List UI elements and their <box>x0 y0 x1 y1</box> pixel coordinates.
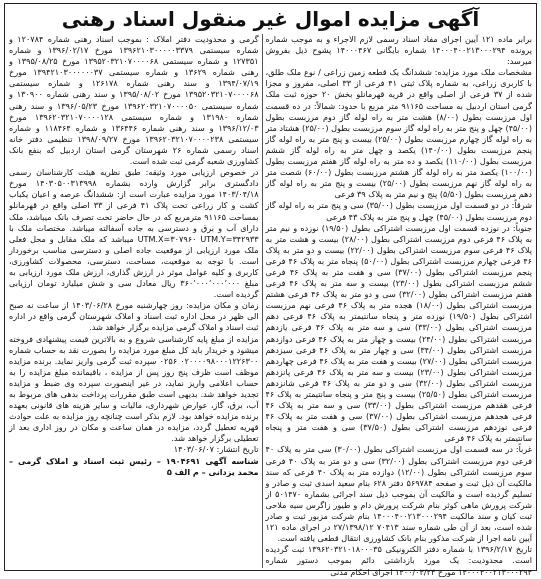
paragraph-mortgage-records: گرمی و محدودیت دفتر املاک : بموجب اسناد رهنی شماره ۱۲۰۷۸۴ و شماره سیستمی ۱۳۹۶۲۱۰۳۰۰۰۰۰۳۳۷۹ مورخ ۱۳۹۶/۰۲/۱۷ و شماره ۱۲۷۳۵۱ و شماره سیستمی ۱۳۹۵۲۰۳۲۱۰۷۰۰۰۰۶۸ مورخ ۱۳۹۵/۰۸/۲۵ و رهنی شماره ۱۳۶۲۹ و شماره سیستمی ۱۳۹۴۲۱۰۳۰۰۰۰۰۰۳۷ مورخ ۱۳۹۴/۰۷/۱۹ و سند رهنی شماره ۱۲۶۱۷۸ و شماره سیستمی ۱۳۹۵۲۰۳۲۱۰۷۰۰۰۰۶۸ مورخ ۱۳۹۵/۰۸/۰۲ و سند رهنی شماره ۱۳۰۹۰۰ و شماره سیستمی ۱۳۹۶۲۰۳۲۱۰۷۰۰۰۰۵۰ مورخ ۱۳۹۶/۰۵/۲۳ و سند رهنی شماره ۱۳۱۹۸۰ و شماره سیستمی ۱۳۹۶۲۰۳۲۱۰۷۰۰۰۰۱۲۸ مورخ ۱۳۹۶/۱۲/۰۳ و سند رهنی شماره ۱۳۶۴۴۶ و شماره ۱۱۸۴۶۴ و شماره سیستمی ۱۳۹۶۲۰۳۲۱۰۷۰۰۰۰۲۳۸ مورخ ۱۳۹۸/۰۹/۲۷ تنظیمی دفتر خانه اسناد رسمی شماره ۲۶ شهرستان گرمی استان اردبیل که بنفع بانک کشاورزی شعبه گرمی ثبت شده است. <box>9 34 259 167</box>
paragraph-east-boundary: شرقاً: در دو قسمت اول مرزبست بطول (۳۵/۰۰) سی و پنج متر به راه لوله گاز دوم مرزبست بطول (۴۵/۰۰) چهل و پنج متر به پلاک ۴۳ فرعی <box>265 200 532 222</box>
publication-date: تاریخ انتشار: ۱۴۰۳/۰۶/۰۷ <box>173 444 259 455</box>
notice-title: آگهی مزایده اموال غیر منقول اسناد رهنی <box>61 7 480 31</box>
paragraph-south-boundary: جنوباً: در نوزده قسمت اول مرزبست اشتراکی بطول (۱۹/۵۰) نوزده و نیم متر به پلاک ۴۶ فرعی دوم مرزبست اشتراکی بطول (۲۸/۰۰) بیست و هشت متر به پلاک ۴۶ فرعی سوم مرزبست اشتراکی بطول (۲۲/۰۰) بیست و دو متر به پلاک ۴۶ فرعی چهارم مرزبست اشتراکی بطول (۵۰/۰۰) پنجاه متر به پلاک ۴۶ فرعی پنجم مرزبست اشتراکی بطول (۳۷/۰۰) سی و هفت متر به پلاک ۴۶ فرعی ششم مرزبست اشتراکی بطول (۲۳/۰۰) بیست و سه متر به پلاک ۴۶ فرعی هفتم مرزبست اشتراکی بطول (۳۲/۰۰) سی و دو متر به پلاک ۴۶ فرعی هشتم مرزبست اشتراکی بطول (۱۸/۰۰) هجده متر به پلاک ۴۶ فرعی نهم مرزبست اشتراکی بطول (۱۹/۵۰) نوزده متر و پنجاه سانتیمتر به پلاک ۴۶ فرعی دهم مرزبست اشتراکی بطول (۳۳/۰۰) سی و سه متر به پلاک ۴۶ فرعی یازدهم مرزبست اشتراکی بطول (۲۴/۰۰) بیست و چهار متر به پلاک ۴۶ فرعی دوازدهم مرزبست اشتراکی بطول (۳۴/۰۰) سی و چهار متر به پلاک ۴۶ فرعی سیزدهم مرزبست اشتراکی بطول (۲۷/۰۰) بیست و هفت متر به پلاک ۴۶ فرعی چهاردهم مرزبست اشتراکی بطول (۲۳/۰۰) بیست و سه متر به پلاک ۴۶ فرعی پانزدهم مرزبست اشتراکی بطول (۳۲/۰۰) سی و دو متر به پلاک ۴۶ فرعی شانزدهم مرزبست اشتراکی بطول (۲۵/۵۰) بیست و پنج متر و پنجاه سانتیمتر به پلاک ۴۶ فرعی هفدهم مرزبست اشتراکی بطول (۳۳/۰۰) سی و سه متر به پلاک ۴۶ فرعی هجدهم مرزبست اشتراکی بطول (۳۷/۰۰) سی و هفت متر به پلاک ۴۶ فرعی نوزدهم مرزبست اشتراکی بطول (۳۷/۵۰) سی و هفت متر و پنجاه سانتیمتر به پلاک ۴۶ فرعی <box>265 222 533 444</box>
paragraph-property-description: مشخصات ملک مورد مزایده: ششدانگ یک قطعه زمین زراعی / نوع ملک طلق، با کاربری زراعی، به شماره پلاک ثبتی ۴۱ فرعی از ۳۳ اصلی، مفروز و مجزا شده از ۳۷ فرعی از اصلی واقع در قریه قهرمانلو بخش ۲۰ حوزه ثبت ملک گرمی استان اردبیل به مساحت ۹۱۱۶۵ متر مربع با حدود: شمالاً: در ده قسمت اول مرزبست بطول (۸/۰۰) هشت متر به راه لوله گاز دوم مرزبست بطول (۴۵/۰۰) چهل و پنج متر به راه لوله گاز سوم مرزبست بطول (۲۵/۰۰) هشتاد متر به راه لوله گاز چهارم مرزبست بطول (۲۵/۰۰) بیست و پنج متر به راه لوله گاز پنجم مرزبست بطول (۱۴۰/۰۰) یکصد و چهل متر به راه لوله گاز ششم مرزبست بطول (۱۱۰/۰۰) یکصد و ده متر به راه لوله گاز هفتم مرزبست بطول (۱۰۰/۰۰) یکصد متر به راه لوله گاز هشتم مرزبست بطول (۶۰/۰۰) شصت متر به راه لوله گاز نهم مرزبست بطول (۲۵/۰۰) بیست و پنج متر به راه لوله گاز دهم مرزبست بطول (۵/۵۰) پنج و نیم متر به پلاک ۳۹ فرعی <box>265 67 533 200</box>
paragraph-registration: تاریخ ۱۳۹۶/۲/۱۷ با شماره دفتر الکترونیکی ۱۳۹۶۲۰۳۲۱۰۱۸۰۰۰۳۵ ثبت گردیده است. محدودیت: یک مورد بازداشتی دائم بموجب دستور شماره ۱۴۰۰۰۴۰۰۲۱۳۰۰۰۲۹۴ مورخ ۱۴۰۰/۰۳/۲۳ اجرای احکام مدنی <box>265 544 532 577</box>
paragraph-auction-time: زمان و مکان مزایده: روز چهارشنبه مورخ ۱۴۰۳/۰۶/۲۸ از ساعت نه صبح الی ظهر در محل اداره ثبت اسناد و املاک شهرستان گرمی واقع در اداره ثبت اسناد و املاک گرمی مزایده برگزار خواهد شد. <box>9 300 259 333</box>
notice-footer: شناسه آگهی ۱۹۰۴۶۹۱ – رئیس ثبت اسناد و املاک گرمی – محمد یزدانی – م الف ۵ <box>9 455 259 477</box>
notice-body <box>5 34 536 577</box>
paragraph-valuation: در خصوص ارزیابی مورد وثیقه: طبق نظریه هیئت کارشناسان رسمی دادگستری برابر گزارش وارده بشماره ۱۴۰۳۰۵۰۰۳۱۳۹۹۸ مورخ ۱۴۰۳/۰۴/۱۸ مورد مزایده عبارت است از: ششدانگ عرصه و اعیان یکباب کشت و کار زراعی تحت پلاک ۴۱ فرعی از ۳۳ اصلی واقع در قهرمانلو بمساحت ۹۱۱۶۵ مترمربع که در حال حاضر تحت تصرف بانک میباشد، ملک دارای آب و برق و دسترسی به جاده آسفالته میباشد. مختصات ملک با UTM.X=۳۰۷۹۶۰ UTM.Y=۳۴۲۹۳۳ میباشد که ملک مقابل و محل فعلی ملک مورد ارزیابی از موقعیت جاده اصلی و دسترسی مناسب برخوردار است. با توجه به موقعیت، مساحت، دسترسی، محصولات کشاورزی، کاربری و کلیه عوامل موثر در ارزش گذاری، ارزش ملک مورد ارزیابی به مبلغ ۳۶۰٬۰۰۰٬۰۰۰٬۰۰۰ ریال معادل سی و شش میلیارد تومان ارزیابی گردیده است. <box>9 167 259 300</box>
right-column <box>262 34 533 577</box>
paragraph-auction-terms: مزایده از مبلغ پایه کارشناسی شروع و به بالاترین قیمت پیشنهادی فروخته میشود و خریدار باید کل مبلغ مورد مزایده را بصورت نقد به حساب شماره ۰۲۰۰۰۰۹۸۰۰۰۱۲۲۶۳۰۰ ۰۲۵۶ سپرده ثبت گرمی واریز نماید. برنده مزایده موظف است ظرف پنج روز پس از مزایده ، باقیمانده مبلغ مزایده را به حساب اعلامی واریز نماید، در غیر اینصورت سپرده وی ضبط و مزایده تجدید خواهد شد. بدیهی است طبق مقررات پرداخت بدهی های مربوط به آب، برق، گاز، عوارض شهرداری، مالیات و سایر هزینه های قانونی بعهده برنده مزایده خواهد بود. لازم بذکر است چنانچه روز مزایده به علت حوادث قهریه تعطیل گردد، مزایده در همان ساعت و مکان در روز اداری بعد از تعطیلی برگزار خواهد شد. <box>9 333 259 444</box>
left-column <box>9 34 262 568</box>
paragraph-intro: برابر ماده ۱۲۱ آیین اجرای مفاد اسناد رسمی لازم الاجراء و به موجب شماره پرونده ۱۴۰۰۰۴۰۰۲۱۳۰۰۰۲۹۴ شماره بایگانی ۱۴۰۰۰۴۶۷ پشوح ذیل بفروش میرسد: <box>265 34 533 67</box>
auction-notice <box>4 3 537 577</box>
paragraph-west-boundary: غرباً: در سه قسمت اول مرزبست اشتراکی بطول (۳۰/۰۰) سی متر به پلاک ۴۰ فرعی دوم مرزبست اشتراکی بطول (۳۲/۰۰) سی و دو متر به پلاک ۴۰ فرعی سوم مرزبست اشتراکی بطول (۱۲/۰۰) دوازده متر به پلاک ۴۰ فرعی که سند مالکیت آن ذیل ثبت و صفحه ۵۶۹۷۸۴ دفتر ۶۲۸ بنام سعید اسدی ثبت و صادر و تسلیم گردیده است و مالکیت آن بموجب ذیل سند اجرائی بشماره ۵۰۱۴۷۰ از شرکت پرورش ماهی کوثر بنام شرکت پرورش دام و طیور زاگرس سیه ملاحی ثبت کیان و سند مالکیت ۱۴۰۰۰۴۰۰۲۱۳۰۰۰۲۹۴ بنام شرکت مزبور ثبت و صادر شده است، بعد از آن طی شماره سند ۷۰۴۱۳ ۲۷/۱۳۹۸/۱۲ در اجرای ماده ۱۲۱ آیین نامه اجرا از شرکت مذکور بنام بانک کشاورزی انتقال قطعی یافته است. <box>265 444 533 544</box>
